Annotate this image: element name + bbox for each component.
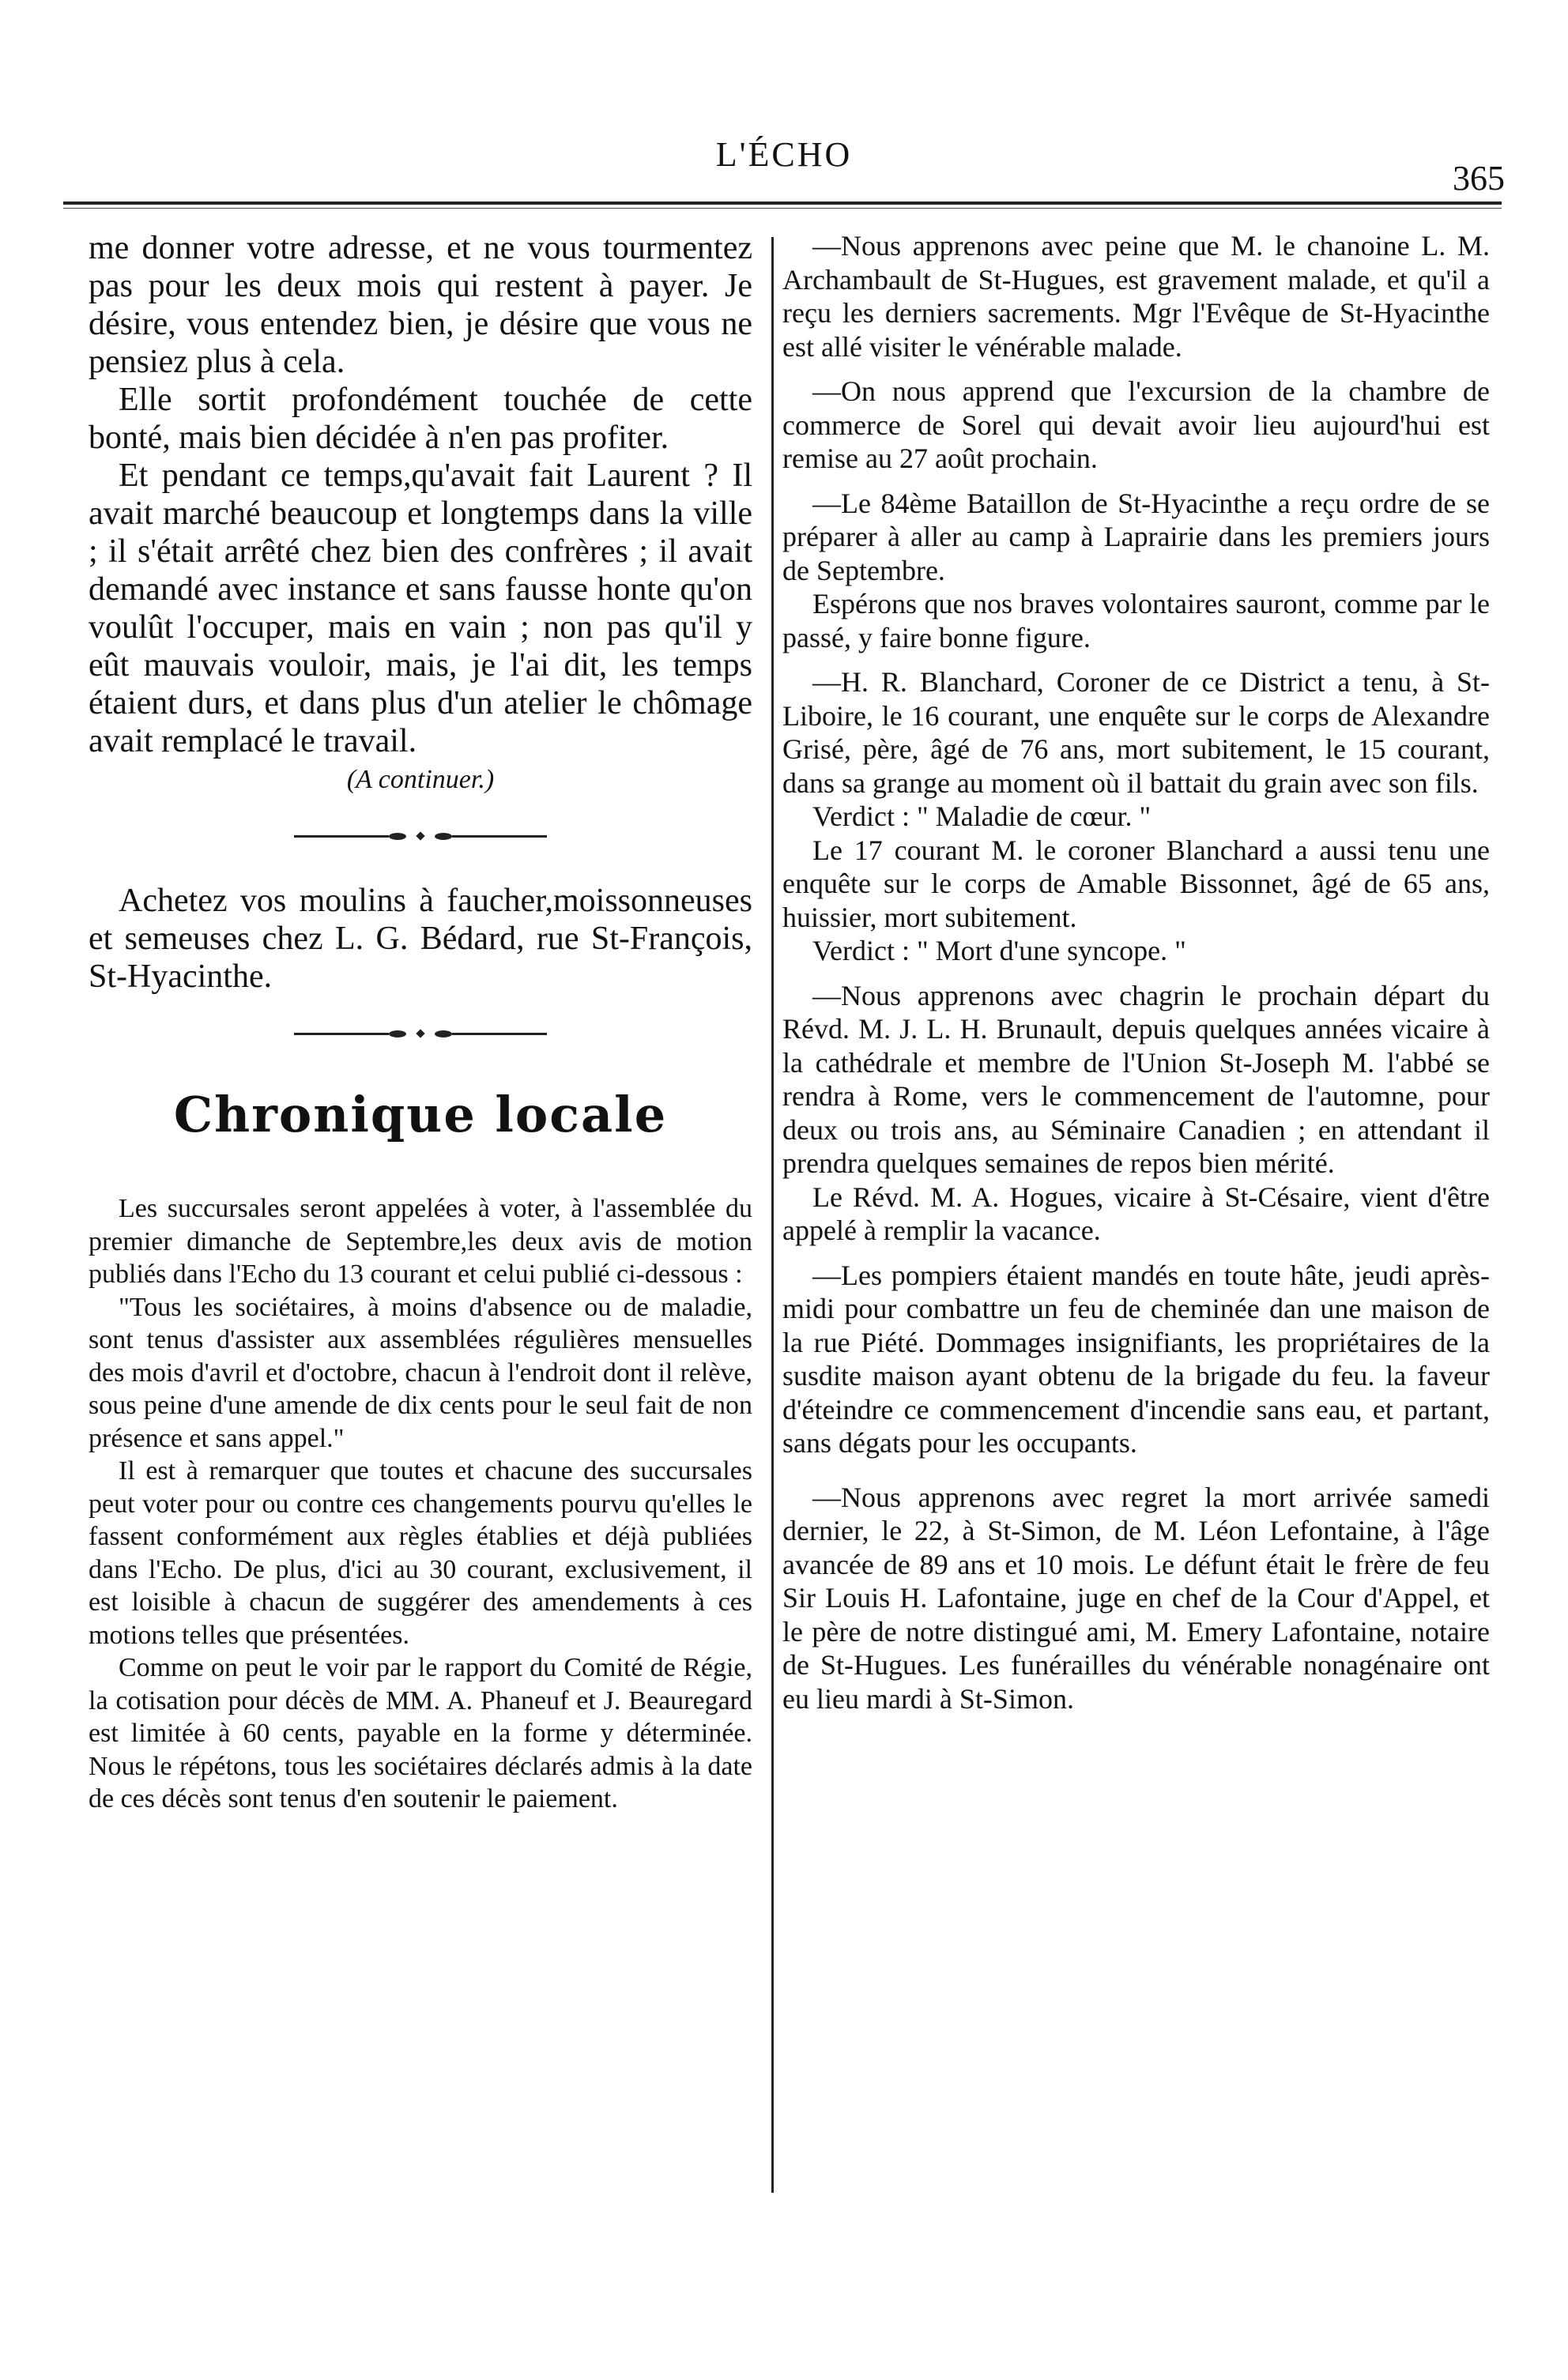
news-item: —H. R. Blanchard, Coroner de ce District a tenu, à St-Liboire, le 16 courant, une enquête sur le corps de Alexandre Grisé, père, âgé de 76 ans, mort subitement, le 15 courant, dans sa grange au moment où il battait du grain avec son fils. — [782, 666, 1490, 799]
news-item: —Nous apprenons avec regret la mort arrivée samedi dernier, le 22, à St-Simon, de M. Léon Lefontaine, à l'âge avancée de 89 ans et 10 mois. Le défunt était le frère de feu Sir Louis H. Lafontaine, juge en chef de la Cour d'Appel, et le père de notre distingué ami, M. Emery Lafontaine, notaire de St-Hugues. Les funérailles du vénérable nonagénaire ont eu lieu mardi à St-Simon. — [782, 1481, 1490, 1715]
advertisement: Achetez vos moulins à faucher,moissonneuses et semeuses chez L. G. Bédard, rue St-François, St-Hyacinthe. — [89, 883, 752, 995]
column-divider — [771, 237, 774, 2193]
right-column — [782, 229, 1490, 1715]
section-heading: Chronique locale — [173, 1086, 668, 1143]
verdict-line: Verdict : " Maladie de cœur. " — [812, 800, 1152, 832]
news-item: Espérons que nos braves volontaires sauront, comme par le passé, y faire bonne figure. — [782, 588, 1490, 653]
page-title: L'ÉCHO — [715, 135, 853, 174]
verdict-line: Verdict : " Mort d'une syncope. " — [812, 935, 1186, 966]
news-item: —On nous apprend que l'excursion de la chambre de commerce de Sorel qui devait avoir lieu aujourd'hui est remise au 27 août prochain. — [782, 375, 1490, 474]
news-item: —Nous apprenons avec chagrin le prochain départ du Révd. M. J. L. H. Brunault, depuis quelques années vicaire à la cathédrale et membre de l'Union St-Joseph M. l'abbé se rendra à Rome, vers le commencement de l'automne, pour deux ou trois ans, au Séminaire Canadien ; en attendant il prendra quelques semaines de repos bien mérité. — [782, 979, 1490, 1179]
story-paragraph: Et pendant ce temps,qu'avait fait Laurent ? Il avait marché beaucoup et longtemps dans la ville ; il s'était arrêté chez bien des confrères ; il avait demandé avec instance et sans fausse honte qu'on voulût l'occuper, mais en vain ; non pas qu'il y eût mauvais vouloir, mais, je l'ai dit, les temps étaient durs, et dans plus d'un atelier le chômage avait remplacé le travail. — [89, 458, 752, 759]
ornamental-rule — [294, 1027, 547, 1040]
story-paragraph: Elle sortit profondément touchée de cette bonté, mais bien décidée à n'en pas profiter. — [89, 382, 752, 456]
story-paragraph: me donner votre adresse, et ne vous tourmentez pas pour les deux mois qui restent à payer. Je désire, vous entendez bien, je désire que vous ne pensiez plus à cela. — [89, 230, 752, 380]
chronicle-paragraph: "Tous les sociétaires, à moins d'absence ou de maladie, sont tenus d'assister aux assemblées régulières mensuelles des mois d'avril et d'octobre, chacun à l'endroit dont il relève, sous peine d'une amende de dix cents pour le seul fait de non présence et sans appel." — [89, 1292, 752, 1453]
header-rule — [63, 201, 1502, 205]
news-item: —Les pompiers étaient mandés en toute hâte, jeudi après-midi pour combattre un feu de cheminée dan une maison de la rue Piété. Dommages insignifiants, les propriétaires de la susdite maison ayant obtenu de la brigade du feu. la faveur d'éteindre ce commencement d'incendie sans eau, et partant, sans dégats pour les occupants. — [782, 1259, 1490, 1459]
news-item: —Nous apprenons avec peine que M. le chanoine L. M. Archambault de St-Hugues, est gravement malade, et qu'il a reçu les derniers sacrements. Mgr l'Evêque de St-Hyacinthe est allé visiter le vénérable malade. — [782, 230, 1490, 363]
news-item: —Le 84ème Bataillon de St-Hyacinthe a reçu ordre de se préparer à aller au camp à Laprairie dans les premiers jours de Septembre. — [782, 487, 1490, 586]
ornamental-rule — [294, 830, 547, 842]
header-rule-thin — [63, 208, 1502, 209]
news-item: Le Révd. M. A. Hogues, vicaire à St-Césaire, vient d'être appelé à remplir la vacance. — [782, 1181, 1490, 1246]
chronicle-paragraph: Il est à remarquer que toutes et chacune des succursales peut voter pour ou contre ces changements pourvu qu'elles le fassent conformément aux règles établies et déjà publiées dans l'Echo. De plus, d'ici au 30 courant, exclusivement, il est loisible à chacun de suggérer des amendements à ces motions telles que présentées. — [89, 1456, 752, 1650]
page-number: 365 — [1453, 159, 1505, 198]
serial-continuation-note: (A continuer.) — [346, 765, 495, 794]
news-item: Le 17 courant M. le coroner Blanchard a aussi tenu une enquête sur le corps de Amable Bissonnet, âgé de 65 ans, huissier, mort subitement. — [782, 834, 1490, 933]
chronicle-paragraph: Comme on peut le voir par le rapport du Comité de Régie, la cotisation pour décès de MM. A. Phaneuf et J. Beauregard est limitée à 60 cents, payable en la forme y déterminée. Nous le répétons, tous les sociétaires déclarés admis à la date de ces décès sont tenus d'en soutenir le paiement. — [89, 1653, 752, 1813]
chronicle-paragraph: Les succursales seront appelées à voter, à l'assemblée du premier dimanche de Septembre,les deux avis de motion publiés dans l'Echo du 13 courant et celui publié ci-dessous : — [89, 1194, 752, 1289]
left-column — [89, 229, 752, 1816]
